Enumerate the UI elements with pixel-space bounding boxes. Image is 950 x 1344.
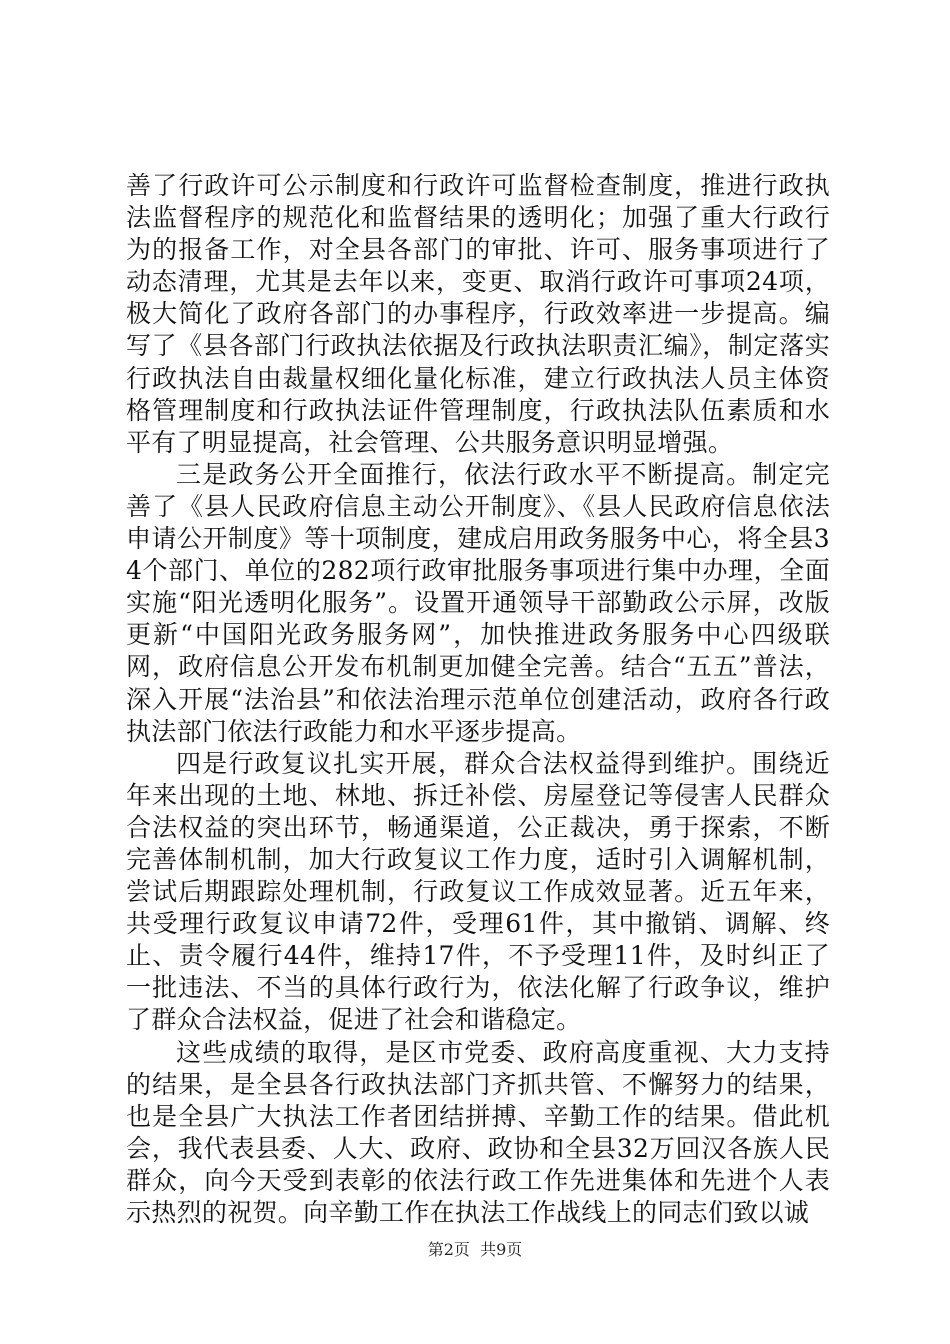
paragraph-three: 三是政务公开全面推行，依法行政水平不断提高。制定完善了《县人民政府信息主动公开制度》、《县人民政府信息依法申请公开制度》等十项制度，建成启用政务服务中心，将全县34个部门、单位的282项行政审批服务事项进行集中办理，全面实施“阳光透明化服务”。设置开通领导干部勤政公示屏，改版更新“中国阳光政务服务网”，加快推进政务服务中心四级联网，政府信息公开发布机制更加健全完善。结合“五五”普法，深入开展“法治县”和依法治理示范单位创建活动，政府各行政执法部门依法行政能力和水平逐步提高。 <box>126 459 830 746</box>
paragraph-continued: 善了行政许可公示制度和行政许可监督检查制度，推进行政执法监督程序的规范化和监督结果的透明化；加强了重大行政行为的报备工作，对全县各部门的审批、许可、服务事项进行了动态清理，尤其是去年以来，变更、取消行政许可事项24项，极大简化了政府各部门的办事程序，行政效率进一步提高。编写了《县各部门行政执法依据及行政执法职责汇编》，制定落实行政执法自由裁量权细化量化标准，建立行政执法人员主体资格管理制度和行政执法证件管理制度，行政执法队伍素质和水平有了明显提高，社会管理、公共服务意识明显增强。 <box>126 171 830 457</box>
paragraph-four: 四是行政复议扎实开展，群众合法权益得到维护。围绕近年来出现的土地、林地、拆迁补偿、房屋登记等侵害人民群众合法权益的突出环节，畅通渠道，公正裁决，勇于探索，不断完善体制机制，加大行政复议工作力度，适时引入调解机制，尝试后期跟踪处理机制，行政复议工作成效显著。近五年来，共受理行政复议申请72件，受理61件，其中撤销、调解、终止、责令履行44件，维持17件，不予受理11件，及时纠正了一批违法、不当的具体行政行为，依法化解了行政争议，维护了群众合法权益，促进了社会和谐稳定。 <box>126 748 830 1035</box>
paragraph-achievements: 这些成绩的取得，是区市党委、政府高度重视、大力支持的结果，是全县各行政执法部门齐抓共管、不懈努力的结果，也是全县广大执法工作者团结拼搏、辛勤工作的结果。借此机会，我代表县委、人大、政府、政协和全县32万回汉各族人民群众，向今天受到表彰的依法行政工作先进集体和先进个人表示热烈的祝贺。向辛勤工作在执法工作战线上的同志们致以诚 <box>126 1037 830 1227</box>
page-number-footer: 第2页 共9页 <box>427 1240 523 1259</box>
document-body <box>126 170 830 1229</box>
